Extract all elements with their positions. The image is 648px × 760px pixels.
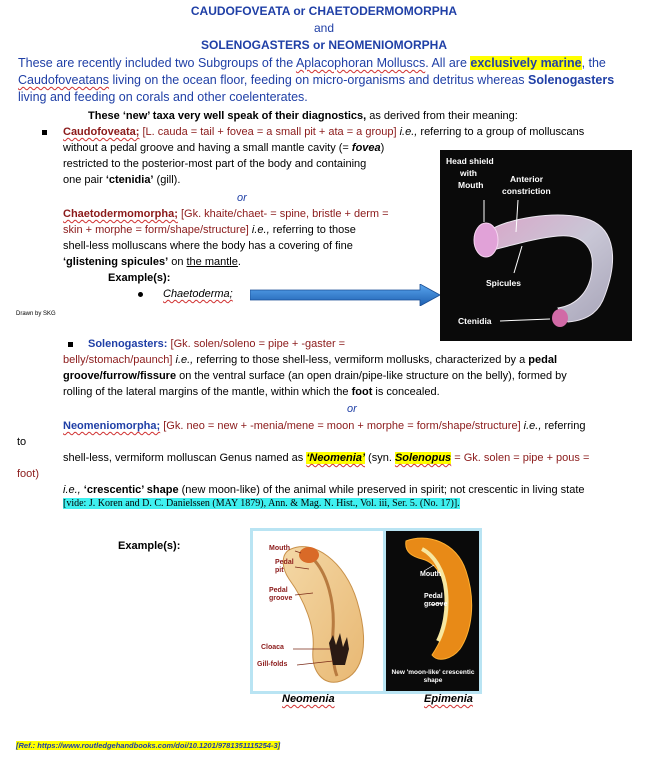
chaeto-text: referring to those <box>269 224 356 236</box>
neomenio-text: shell-less, vermiform molluscan Genus named as <box>63 452 307 464</box>
solenogasters-etymology: belly/stomach/paunch] <box>63 354 173 366</box>
intro-caudofoveatans: Caudofoveatans <box>18 73 110 87</box>
bullet-dot <box>138 292 143 297</box>
caudofoveata-line4 <box>63 172 180 188</box>
taxa-heading-rest: as derived from their meaning: <box>366 110 518 122</box>
neomenio-to: to <box>17 436 27 448</box>
solenogasters-etymology: [Gk. solen/soleno = pipe + -gaster = <box>167 338 346 350</box>
ctenidia-term: ‘ctenidia’ <box>105 174 154 186</box>
neomenia-epimenia-figure <box>250 528 482 694</box>
fovea-term: fovea <box>351 142 381 154</box>
neomenio-line3 <box>63 482 643 498</box>
chaeto-etymology: [Gk. khaite/chaet- = spine, bristle + derm = <box>177 208 389 220</box>
bullet-square <box>42 130 47 135</box>
intro-exclusively-marine: exclusively marine <box>470 56 582 70</box>
example-label-1: Example(s): <box>108 272 171 284</box>
caudofoveata-etymology: [L. cauda = tail + fovea = a small pit + ata = a group] <box>139 126 397 138</box>
caudofoveata-text: ) <box>380 142 385 154</box>
foot-term: foot <box>351 386 373 398</box>
ie-text: i.e., <box>396 126 418 138</box>
intro-text: living and feeding on corals and other coelenterates. <box>18 90 308 104</box>
solenogasters-line1 <box>88 336 345 352</box>
caption-neomenia: Neomenia <box>282 693 335 705</box>
neomenio-foot: foot) <box>17 468 40 480</box>
neomeniomorpha-term: Neomeniomorpha; <box>63 420 161 432</box>
historical-reference-text: [vide: J. Koren and D. C. Danielssen (MAY 1879), Ann. & Mag. N. Hist., Vol. iii, Ser. 5. (No. 17)]. <box>63 498 460 509</box>
or-separator: or <box>347 403 357 415</box>
neomenia-term: ‘Neomenia’ <box>306 452 365 464</box>
ie-text: i.e., <box>520 420 542 432</box>
neomenio-etymology: [Gk. neo = new + -menia/mene = moon + morphe = form/shape/structure] <box>160 420 521 432</box>
chaetoderma-figure <box>440 150 632 341</box>
solenogasters-text: on the ventral surface (an open drain/pipe-like structure on the belly), formed by <box>176 370 567 382</box>
intro-text: , the <box>581 56 606 70</box>
groove-term: groove/furrow/fissure <box>63 370 177 382</box>
bullet-square <box>68 342 73 347</box>
neomenio-line1 <box>63 418 643 434</box>
ie-text: i.e., <box>63 484 81 496</box>
page-title-and: and <box>313 21 335 35</box>
caudofoveata-line3: restricted to the posterior-most part of the body and containing <box>63 158 367 170</box>
label-crescentic-shape: New 'moon-like' crescentic shape <box>391 669 475 684</box>
label-anterior: Anterior <box>510 174 544 184</box>
label-spicules: Spicules <box>486 278 521 288</box>
chaeto-line2 <box>63 222 356 238</box>
ctenidia-shape <box>552 309 568 327</box>
intro-paragraph <box>18 55 640 106</box>
example-chaetoderma: Chaetoderma; <box>163 288 233 300</box>
chaeto-line3: shell-less molluscans where the body has a covering of fine <box>63 240 353 252</box>
epimenia-drawing <box>386 531 479 691</box>
caption-epimenia: Epimenia <box>424 693 473 705</box>
label-pedal-groove: Pedal groove <box>269 587 293 602</box>
intro-solenogasters: Solenogasters <box>528 73 615 87</box>
page-title-line3: SOLENOGASTERS or NEOMENIOMORPHA <box>200 38 448 52</box>
label-head-shield: Head shield <box>446 156 494 166</box>
pedal-term: pedal <box>528 354 557 366</box>
caudofoveata-text: (gill). <box>153 174 181 186</box>
crescentic-term: ‘crescentic’ shape <box>80 484 179 496</box>
neomenio-text: referring <box>541 420 586 432</box>
label-pedal-pit: Pedal pit <box>275 559 294 574</box>
footer-reference: [Ref.: https://www.routledgehandbooks.com/doi/10.1201/9781351115254-3] <box>16 741 281 750</box>
mantle-term: the mantle <box>186 256 238 268</box>
head-shield-shape <box>474 223 498 257</box>
or-separator: or <box>237 192 247 204</box>
label-mouth: Mouth <box>458 180 484 190</box>
caudofoveata-text: without a pedal groove and having a small mantle cavity (= <box>63 142 352 154</box>
chaetodermomorpha-term: Chaetodermomorpha; <box>63 208 178 220</box>
chaeto-line4 <box>63 254 241 270</box>
neomenio-text: (new moon-like) of the animal while preserved in spirit; not crescentic in living state <box>178 484 585 496</box>
label-gill-folds: Gill-folds <box>257 661 288 668</box>
caudofoveata-text: one pair <box>63 174 106 186</box>
ie-text: i.e., <box>248 224 270 236</box>
caudofoveata-text: referring to a group of molluscans <box>417 126 585 138</box>
neomenio-line2 <box>63 450 643 466</box>
page-title-line1: CAUDOFOVEATA or CHAETODERMOMORPHA <box>190 4 458 18</box>
label-neomenia-mouth: Mouth <box>269 545 290 552</box>
solenogasters-text: referring to those shell-less, vermiform mollusks, characterized by a <box>193 354 529 366</box>
pointer-arrow <box>250 284 440 306</box>
solenopus-term: Solenopus <box>394 452 452 464</box>
chaeto-etymology: skin + morphe = form/shape/structure] <box>63 224 249 236</box>
label-epimenia-mouth: Mouth <box>420 571 441 578</box>
caudofoveata-line1 <box>63 124 643 140</box>
epimenia-panel <box>386 531 479 691</box>
intro-aplacophoran: Aplacophoran Molluscs <box>295 56 426 70</box>
solenogasters-line4 <box>63 384 440 400</box>
label-ctenidia: Ctenidia <box>458 316 492 326</box>
solenogasters-text: is concealed. <box>372 386 440 398</box>
chaeto-text: . <box>237 256 241 268</box>
label-epimenia-pedal-groove: Pedal groove <box>424 593 448 608</box>
neomenio-text: (syn. <box>365 452 395 464</box>
intro-text: . All are <box>425 56 471 70</box>
taxa-heading-bold: These ‘new’ taxa very well speak of their diagnostics, <box>88 110 367 122</box>
solenogasters-line2 <box>63 352 643 368</box>
label-constriction: constriction <box>502 186 551 196</box>
chaeto-line1 <box>63 206 389 222</box>
historical-reference <box>63 497 460 510</box>
solenogasters-text: rolling of the lateral margins of the mantle, within which the <box>63 386 352 398</box>
label-with: with <box>460 168 477 178</box>
glistening-spicules-term: ‘glistening spicules’ <box>63 256 169 268</box>
intro-text: living on the ocean floor, feeding on micro-organisms and detritus whereas <box>109 73 529 87</box>
caudofoveata-term: Caudofoveata; <box>63 126 140 138</box>
label-cloaca: Cloaca <box>261 644 284 651</box>
chaeto-text: on <box>168 256 187 268</box>
taxa-heading <box>88 108 518 124</box>
solenogasters-term: Solenogasters: <box>88 338 168 350</box>
solenogasters-line3 <box>63 368 643 384</box>
caudofoveata-line2 <box>63 140 384 156</box>
solenopus-etymology: = Gk. solen = pipe + pous = <box>451 452 590 464</box>
example-label-2: Example(s): <box>118 540 181 552</box>
ie-text: i.e., <box>172 354 194 366</box>
intro-text: These are recently included two Subgroups of the <box>18 56 296 70</box>
neomenia-panel <box>253 531 383 691</box>
drawn-by-credit: Drawn by SKG <box>16 311 56 317</box>
